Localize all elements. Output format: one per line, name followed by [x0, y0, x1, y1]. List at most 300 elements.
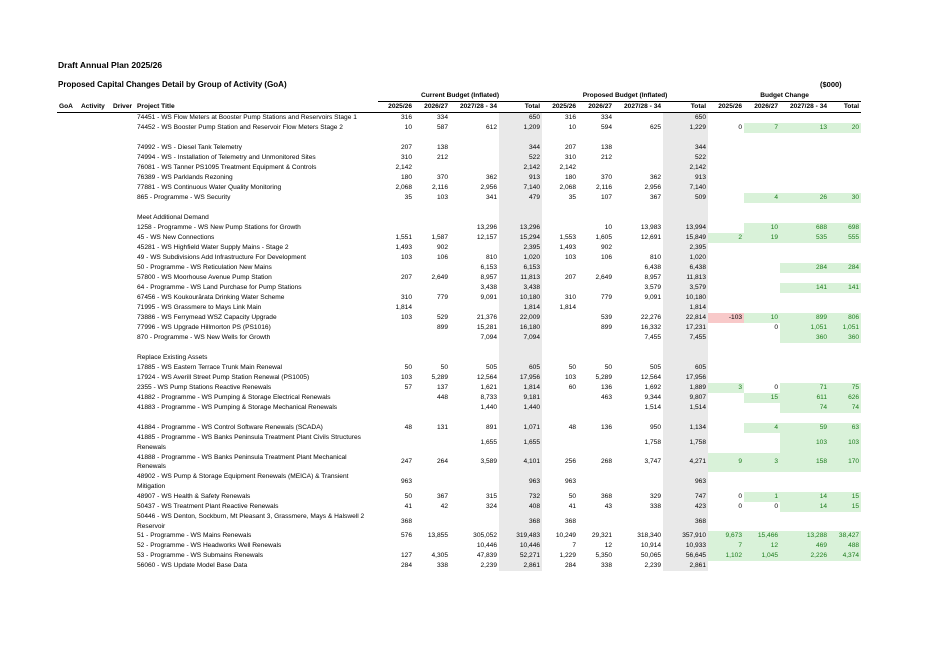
- empty-cell: [111, 203, 135, 213]
- change-2026-cell: [744, 113, 780, 124]
- empty-cell: [111, 472, 135, 492]
- table-row: [57, 283, 861, 293]
- proposed-total-cell: 650: [663, 113, 708, 124]
- table-row: [57, 551, 861, 561]
- current-2027-34-cell: 10,446: [476, 542, 497, 550]
- table-row: [57, 173, 861, 183]
- empty-cell: [111, 113, 135, 124]
- empty-cell: [111, 541, 135, 551]
- current-2027-34-cell: 1,655: [480, 438, 497, 446]
- proposed-2026-cell: 2,649: [595, 274, 613, 282]
- column-header-row: [57, 102, 861, 113]
- table-row: [57, 561, 861, 571]
- change-2027-34-cell: 284: [780, 263, 829, 273]
- empty-cell: [111, 143, 135, 153]
- project-title: 52 - Programme - WS Headworks Well Renewals: [137, 542, 282, 550]
- empty-cell: [79, 413, 111, 423]
- current-2025-cell: 50: [404, 364, 412, 372]
- table-row: [57, 313, 861, 323]
- change-2027-34-cell: [780, 153, 829, 163]
- empty-cell: [111, 183, 135, 193]
- proposed-total-cell: 605: [663, 363, 708, 373]
- proposed-2026-cell: 106: [601, 254, 613, 262]
- change-total-cell: 141: [829, 283, 861, 293]
- change-2025-cell: [708, 472, 744, 492]
- current-2025-cell: 1,551: [395, 234, 412, 242]
- current-2026-cell: 13,855: [427, 532, 448, 540]
- change-2025-cell: [708, 423, 744, 433]
- table-row: [57, 531, 861, 541]
- empty-cell: [79, 531, 111, 541]
- empty-cell: [111, 373, 135, 383]
- current-2026-cell: 106: [436, 254, 448, 262]
- current-2027-34-cell: 2,956: [480, 184, 497, 192]
- empty-cell: [111, 433, 135, 453]
- current-2025-cell: 57: [404, 384, 412, 392]
- empty-cell: [79, 403, 111, 413]
- proposed-2026-cell: 50: [604, 364, 613, 372]
- current-2026-cell: 529: [436, 314, 448, 322]
- change-2025-cell: [708, 293, 744, 303]
- proposed-2026-cell: 212: [601, 154, 613, 162]
- empty-cell: [79, 183, 111, 193]
- change-2027-34-cell: 103: [780, 433, 829, 453]
- current-2027-34-cell: [450, 133, 499, 143]
- proposed-total-cell: 344: [663, 143, 708, 153]
- change-total-cell: [829, 203, 861, 213]
- proposed-2027-34-cell: 50,065: [640, 552, 662, 560]
- proposed-2027-34-cell: 22,276: [640, 314, 662, 322]
- change-2026-cell: [744, 363, 780, 373]
- empty-cell: [57, 413, 79, 423]
- proposed-total-cell: 1,134: [663, 423, 708, 433]
- project-title: 50446 - WS Denton, Sockburn, Mt Pleasant 3, Grassmere, Mays & Halswell 2 Reservoir: [137, 512, 365, 530]
- proposed-total-cell: [663, 133, 708, 143]
- empty-cell: [111, 413, 135, 423]
- empty-cell: [57, 383, 79, 393]
- proposed-2027-34-cell: 6,438: [644, 264, 662, 272]
- table-row: [57, 541, 861, 551]
- current-total-cell: 7,140: [499, 183, 542, 193]
- proposed-2026-cell: [578, 263, 614, 273]
- change-2025-cell: [708, 373, 744, 383]
- project-title: 41884 - Programme - WS Control Software Renewals (SCADA): [137, 424, 323, 432]
- change-2027-34-cell: [780, 561, 829, 571]
- change-2027-34-cell: [780, 203, 829, 213]
- table-row: [57, 512, 861, 532]
- empty-cell: [79, 333, 111, 343]
- empty-cell: [663, 353, 708, 363]
- empty-cell: [111, 512, 135, 532]
- current-2025-cell: 284: [400, 562, 412, 570]
- empty-cell: [79, 123, 111, 133]
- current-2025-cell: [378, 203, 414, 213]
- table-row: [57, 413, 861, 423]
- project-title: 76081 - WS Tanner PS1095 Treatment Equipment & Controls: [137, 164, 317, 172]
- empty-cell: [79, 343, 111, 353]
- current-2027-34-cell: 362: [485, 174, 497, 182]
- proposed-2025-cell: 284: [565, 562, 577, 570]
- empty-cell: [57, 163, 79, 173]
- proposed-2025-cell: [542, 313, 578, 323]
- change-2026-cell: [744, 243, 780, 253]
- empty-cell: [57, 353, 79, 363]
- proposed-2026-cell: 10: [604, 224, 613, 232]
- proposed-2025-cell: 50: [568, 492, 577, 500]
- current-2025-cell: [378, 413, 414, 423]
- current-2026-cell: [414, 283, 450, 293]
- proposed-2026-cell: 136: [601, 384, 613, 392]
- proposed-total-cell: 6,438: [663, 263, 708, 273]
- project-title: 49 - WS Subdivisions Add Infrastructure For Development: [137, 254, 306, 262]
- group-header-row: [57, 91, 861, 102]
- change-total-cell: 170: [829, 453, 861, 473]
- empty-cell: [79, 193, 111, 203]
- empty-cell: [542, 213, 578, 223]
- change-2026-cell: 10: [744, 313, 780, 323]
- project-title: 71995 - WS Grassmere to Mays Link Main: [137, 304, 262, 312]
- change-2026-cell: [744, 253, 780, 263]
- proposed-2025-cell: 50: [568, 364, 577, 372]
- change-total-cell: [829, 173, 861, 183]
- col-current-2025: 2025/26: [378, 102, 414, 113]
- empty-cell: [79, 512, 111, 532]
- current-2025-cell: 50: [404, 492, 412, 500]
- proposed-total-cell: 10,180: [663, 293, 708, 303]
- project-title: 865 - Programme - WS Security: [137, 194, 231, 202]
- project-title: 77881 - WS Continuous Water Quality Monitoring: [137, 184, 282, 192]
- current-total-cell: 7,094: [499, 333, 542, 343]
- project-title: 48907 - WS Health & Safety Renewals: [137, 492, 251, 500]
- budget-change-header: Budget Change: [708, 91, 861, 102]
- change-2027-34-cell: [780, 363, 829, 373]
- current-2027-34-cell: [450, 512, 499, 532]
- proposed-2027-34-cell: 367: [650, 194, 662, 202]
- empty-cell: [57, 433, 79, 453]
- current-2027-34-cell: 505: [485, 364, 497, 372]
- table-row: [57, 472, 861, 492]
- change-2026-cell: 1,045: [744, 551, 780, 561]
- empty-cell: [111, 303, 135, 313]
- current-2027-34-cell: 8,957: [480, 274, 497, 282]
- change-2025-cell: [708, 413, 744, 423]
- current-2027-34-cell: [450, 163, 499, 173]
- current-total-cell: 10,180: [499, 293, 542, 303]
- proposed-2026-cell: 902: [601, 244, 613, 252]
- current-total-cell: [499, 413, 542, 423]
- change-2026-cell: 10: [744, 223, 780, 233]
- proposed-2025-cell: [542, 393, 578, 403]
- current-2025-cell: 576: [400, 532, 412, 540]
- change-2027-34-cell: 59: [780, 423, 829, 433]
- change-2025-cell: 2: [708, 233, 744, 243]
- empty-cell: [111, 243, 135, 253]
- proposed-2027-34-cell: 329: [650, 492, 662, 500]
- change-2025-cell: [708, 403, 744, 413]
- empty-cell: [79, 453, 111, 473]
- change-2027-34-cell: 71: [780, 383, 829, 393]
- table-row: [57, 273, 861, 283]
- change-2025-cell: [708, 512, 744, 532]
- empty-cell: [542, 353, 578, 363]
- project-title: [135, 413, 378, 423]
- current-2026-cell: [414, 413, 450, 423]
- empty-cell: [111, 253, 135, 263]
- change-total-cell: [829, 143, 861, 153]
- current-total-cell: 13,296: [499, 223, 542, 233]
- empty-cell: [57, 561, 79, 571]
- proposed-2025-cell: 207: [565, 144, 577, 152]
- empty-cell: [744, 213, 780, 223]
- proposed-total-cell: 15,849: [663, 233, 708, 243]
- change-2026-cell: [744, 203, 780, 213]
- current-total-cell: 1,071: [499, 423, 542, 433]
- empty-cell: [663, 213, 708, 223]
- change-2027-34-cell: [780, 512, 829, 532]
- change-2025-cell: [708, 243, 744, 253]
- current-total-cell: 650: [499, 113, 542, 124]
- current-2025-cell: [378, 323, 414, 333]
- proposed-2025-cell: 1,553: [559, 234, 577, 242]
- proposed-2025-cell: 180: [565, 174, 577, 182]
- proposed-total-cell: 1,229: [663, 123, 708, 133]
- col-change-2025: 2025/26: [708, 102, 744, 113]
- change-total-cell: 555: [829, 233, 861, 243]
- empty-cell: [79, 541, 111, 551]
- change-total-cell: [829, 303, 861, 313]
- change-total-cell: [829, 153, 861, 163]
- change-total-cell: [829, 163, 861, 173]
- current-2025-cell: [378, 333, 414, 343]
- table-row: [57, 223, 861, 233]
- empty-cell: [57, 541, 79, 551]
- current-2027-34-cell: [450, 413, 499, 423]
- current-2026-cell: 2,649: [431, 274, 448, 282]
- empty-cell: [79, 313, 111, 323]
- empty-cell: [79, 472, 111, 492]
- empty-cell: [79, 243, 111, 253]
- proposed-2027-34-cell: 2,239: [644, 562, 662, 570]
- change-2027-34-cell: 158: [780, 453, 829, 473]
- proposed-total-cell: 7,455: [663, 333, 708, 343]
- empty-cell: [79, 561, 111, 571]
- change-2026-cell: [744, 472, 780, 492]
- proposed-2027-34-cell: [614, 243, 663, 253]
- proposed-2027-34-cell: 338: [650, 502, 662, 510]
- project-title: [135, 133, 378, 143]
- current-2026-cell: 367: [436, 492, 448, 500]
- current-2026-cell: 370: [436, 174, 448, 182]
- change-2025-cell: [708, 283, 744, 293]
- empty-cell: [79, 113, 111, 124]
- current-2027-34-cell: 3,589: [480, 458, 497, 466]
- change-2027-34-cell: [780, 373, 829, 383]
- current-2027-34-cell: 1,621: [480, 384, 497, 392]
- change-total-cell: 38,427: [829, 531, 861, 541]
- change-total-cell: 15: [829, 502, 861, 512]
- proposed-2026-cell: [578, 472, 614, 492]
- change-total-cell: 30: [829, 193, 861, 203]
- change-2025-cell: [708, 363, 744, 373]
- current-total-cell: 1,814: [499, 383, 542, 393]
- empty-cell: [57, 233, 79, 243]
- proposed-2025-cell: 48: [568, 424, 577, 432]
- current-2025-cell: 1,814: [395, 304, 412, 312]
- proposed-total-cell: 423: [663, 502, 708, 512]
- project-title: 64 - Programme - WS Land Purchase for Pump Stations: [137, 284, 302, 292]
- project-title: 67456 - WS Koukourārata Drinking Water Scheme: [137, 294, 285, 302]
- current-total-cell: 479: [499, 193, 542, 203]
- table-row: [57, 253, 861, 263]
- change-2026-cell: [744, 143, 780, 153]
- col-change-2027-34: 2027/28 - 34: [780, 102, 829, 113]
- empty-cell: [111, 561, 135, 571]
- project-title: 74994 - WS - Installation of Telemetry and Unmonitored Sites: [137, 154, 316, 162]
- proposed-2026-cell: 1,605: [595, 234, 613, 242]
- empty-cell: [111, 233, 135, 243]
- change-total-cell: [829, 373, 861, 383]
- proposed-total-cell: 963: [663, 472, 708, 492]
- current-2026-cell: 137: [436, 384, 448, 392]
- change-2025-cell: 9,673: [708, 531, 744, 541]
- change-2025-cell: [708, 323, 744, 333]
- table-row: [57, 363, 861, 373]
- project-title: 74452 - WS Booster Pump Station and Reservoir Flow Meters Stage 2: [137, 124, 343, 132]
- current-total-cell: [499, 203, 542, 213]
- current-2025-cell: [378, 393, 414, 403]
- change-2026-cell: [744, 283, 780, 293]
- empty-cell: [414, 353, 450, 363]
- proposed-total-cell: 17,956: [663, 373, 708, 383]
- proposed-2026-cell: [578, 283, 614, 293]
- empty-cell: [57, 223, 79, 233]
- empty-cell: [79, 233, 111, 243]
- project-title: [135, 203, 378, 213]
- change-2026-cell: 15,466: [744, 531, 780, 541]
- proposed-total-cell: 56,645: [663, 551, 708, 561]
- current-2026-cell: [414, 223, 450, 233]
- proposed-total-cell: 3,579: [663, 283, 708, 293]
- empty-cell: [414, 213, 450, 223]
- proposed-2026-cell: [578, 433, 614, 453]
- empty-cell: [57, 143, 79, 153]
- empty-cell: [578, 213, 614, 223]
- proposed-2026-cell: 779: [601, 294, 613, 302]
- proposed-2025-cell: 1,229: [559, 552, 577, 560]
- empty-cell: [57, 203, 79, 213]
- empty-cell: [378, 213, 414, 223]
- change-2026-cell: [744, 333, 780, 343]
- change-2026-cell: [744, 303, 780, 313]
- empty-cell: [57, 531, 79, 541]
- change-total-cell: 488: [829, 541, 861, 551]
- current-2025-cell: [378, 541, 414, 551]
- current-2025-cell: 310: [400, 294, 412, 302]
- change-total-cell: 4,374: [829, 551, 861, 561]
- current-2027-34-cell: 810: [485, 254, 497, 262]
- proposed-total-cell: 747: [663, 492, 708, 502]
- change-2027-34-cell: [780, 133, 829, 143]
- empty-cell: [780, 213, 829, 223]
- change-2025-cell: 0: [738, 124, 743, 132]
- change-total-cell: 15: [829, 492, 861, 502]
- change-2025-cell: 3: [708, 383, 744, 393]
- change-2026-cell: [744, 173, 780, 183]
- change-2025-cell: [708, 303, 744, 313]
- proposed-2025-cell: 256: [565, 458, 577, 466]
- change-2027-34-cell: 611: [780, 393, 829, 403]
- change-2027-34-cell: 2,226: [780, 551, 829, 561]
- current-2026-cell: 131: [436, 424, 448, 432]
- empty-cell: [57, 333, 79, 343]
- current-2025-cell: 103: [400, 374, 412, 382]
- empty-cell: [780, 353, 829, 363]
- empty-cell: [57, 373, 79, 383]
- current-2025-cell: 310: [400, 154, 412, 162]
- proposed-2027-34-cell: 1,758: [644, 438, 662, 446]
- col-current-total: Total: [499, 102, 542, 113]
- proposed-2027-34-cell: 13,983: [640, 224, 662, 232]
- current-2026-cell: [414, 403, 450, 413]
- proposed-2027-34-cell: 810: [650, 254, 662, 262]
- empty-cell: [111, 193, 135, 203]
- proposed-2027-34-cell: [614, 113, 663, 124]
- col-proposed-2027-34: 2027/28 - 34: [614, 102, 663, 113]
- empty-cell: [79, 153, 111, 163]
- change-2025-cell: 1,102: [708, 551, 744, 561]
- project-title: 57800 - WS Moorhouse Avenue Pump Station: [137, 274, 272, 282]
- table-row: [57, 492, 861, 502]
- current-2026-cell: 212: [436, 154, 448, 162]
- change-2026-cell: 12: [744, 541, 780, 551]
- empty-cell: [57, 323, 79, 333]
- project-title: 41883 - Programme - WS Pumping & Storage Mechanical Renewals: [137, 404, 338, 412]
- proposed-2027-34-cell: 16,332: [640, 324, 662, 332]
- empty-cell: [111, 173, 135, 183]
- current-total-cell: 319,483: [499, 531, 542, 541]
- empty-cell: [111, 223, 135, 233]
- change-2027-34-cell: [780, 163, 829, 173]
- empty-cell: [708, 353, 744, 363]
- change-2025-cell: [708, 253, 744, 263]
- change-total-cell: 74: [829, 403, 861, 413]
- current-total-cell: 732: [499, 492, 542, 502]
- current-total-cell: 368: [499, 512, 542, 532]
- proposed-2027-34-cell: 950: [650, 424, 662, 432]
- change-2025-cell: [708, 173, 744, 183]
- table-row: [57, 383, 861, 393]
- current-total-cell: 2,861: [499, 561, 542, 571]
- proposed-total-cell: 11,813: [663, 273, 708, 283]
- change-total-cell: 20: [829, 123, 861, 133]
- change-2026-cell: 15: [744, 393, 780, 403]
- current-total-cell: 6,153: [499, 263, 542, 273]
- empty-cell: [79, 283, 111, 293]
- project-title: 51 - Programme - WS Mains Renewals: [137, 532, 252, 540]
- current-2026-cell: [414, 163, 450, 173]
- current-2027-34-cell: 7,094: [480, 334, 497, 342]
- empty-cell: [111, 263, 135, 273]
- col-proposed-2026: 2026/27: [578, 102, 614, 113]
- current-total-cell: 963: [499, 472, 542, 492]
- page-title: Draft Annual Plan 2025/26: [58, 60, 163, 70]
- change-2026-cell: [744, 163, 780, 173]
- table-row: [57, 203, 861, 213]
- proposed-total-cell: 1,514: [663, 403, 708, 413]
- change-2025-cell: [708, 433, 744, 453]
- current-budget-header: Current Budget (Inflated): [378, 91, 542, 102]
- change-2027-34-cell: 14: [780, 492, 829, 502]
